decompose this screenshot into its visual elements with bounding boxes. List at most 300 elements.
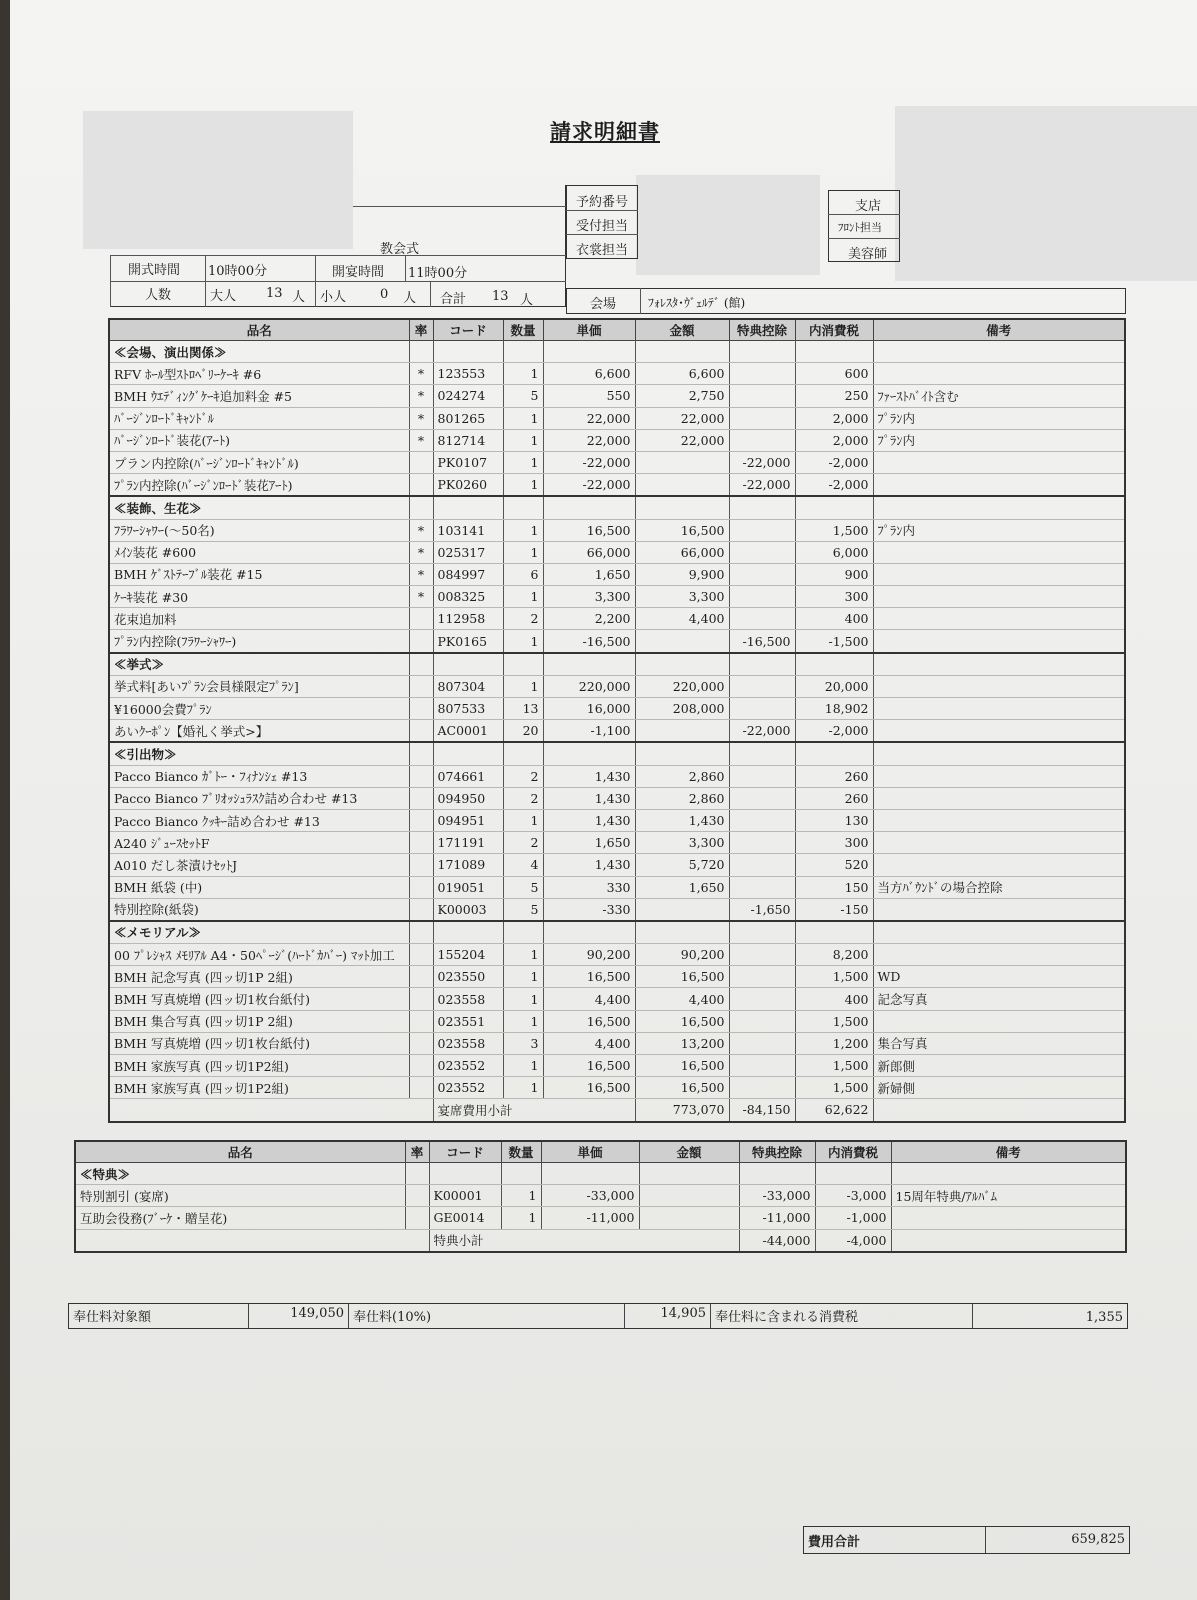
unit-price-cell: -330 xyxy=(543,898,635,921)
unit-price-cell: 22,000 xyxy=(543,407,635,429)
benefit-deduction-cell xyxy=(729,809,795,831)
included-tax-cell: 20,000 xyxy=(795,675,873,697)
rate-cell xyxy=(409,675,433,697)
document-title: 請求明細書 xyxy=(550,119,660,144)
quantity-cell: 5 xyxy=(503,385,543,407)
redacted-block-center xyxy=(636,175,820,275)
quantity-cell: 1 xyxy=(503,944,543,966)
quantity-cell: 2 xyxy=(503,765,543,787)
item-name-cell: Pacco Bianco ｸｯｷｰ詰め合わせ #13 xyxy=(109,809,409,831)
remarks-cell: 新婦側 xyxy=(873,1077,1125,1099)
benefit-deduction-cell xyxy=(729,787,795,809)
section-header-row xyxy=(75,1163,1126,1185)
amount-cell xyxy=(639,1185,739,1207)
unit-price-cell: 22,000 xyxy=(543,429,635,451)
quantity-cell: 1 xyxy=(503,675,543,697)
item-name-cell: ¥16000会費ﾌﾟﾗﾝ xyxy=(109,698,409,720)
rate-cell xyxy=(409,1077,433,1099)
section-header-row xyxy=(109,341,1125,363)
unit-price-cell: 1,430 xyxy=(543,787,635,809)
quantity-cell: 1 xyxy=(503,586,543,608)
table-row xyxy=(109,854,1125,876)
item-name-cell: ﾒｲﾝ装花 #600 xyxy=(109,541,409,563)
remarks-cell xyxy=(873,787,1125,809)
column-header-code: コード xyxy=(433,319,503,341)
quantity-cell: 1 xyxy=(503,407,543,429)
unit-price-cell: 16,500 xyxy=(543,1010,635,1032)
venue-value: ﾌｫﾚｽﾀ･ｳﾞｪﾙﾃﾞ (館) xyxy=(648,296,746,310)
code-cell: 112958 xyxy=(433,608,503,630)
item-name-cell: あいｸｰﾎﾟﾝ【婚礼く挙式>】 xyxy=(109,720,409,743)
unit-price-cell: -16,500 xyxy=(543,630,635,653)
remarks-cell xyxy=(873,363,1125,385)
code-cell: 807304 xyxy=(433,675,503,697)
included-tax-cell: -150 xyxy=(795,898,873,921)
unit-price-cell: 1,430 xyxy=(543,854,635,876)
quantity-cell: 2 xyxy=(503,787,543,809)
remarks-cell: ﾌﾟﾗﾝ内 xyxy=(873,407,1125,429)
column-header-remarks: 備考 xyxy=(891,1141,1126,1163)
amount-cell: 66,000 xyxy=(635,541,729,563)
benefit-deduction-cell xyxy=(729,876,795,898)
code-cell: AC0001 xyxy=(433,720,503,743)
remarks-cell xyxy=(873,675,1125,697)
quantity-cell: 1 xyxy=(501,1207,541,1229)
table-row xyxy=(109,1032,1125,1054)
benefit-deduction-cell xyxy=(729,966,795,988)
invoice-sheet xyxy=(10,0,1197,1600)
benefits-subtotal-label: 特典小計 xyxy=(429,1229,739,1252)
amount-cell: 1,430 xyxy=(635,809,729,831)
included-tax-cell: 1,500 xyxy=(795,966,873,988)
quantity-cell: 1 xyxy=(503,451,543,473)
benefit-deduction-cell xyxy=(729,988,795,1010)
column-header-quantity: 数量 xyxy=(501,1141,541,1163)
rate-cell xyxy=(409,898,433,921)
total-people-label: 合計 xyxy=(440,292,467,307)
rate-cell xyxy=(409,966,433,988)
grand-total-row xyxy=(803,1526,1130,1554)
quantity-cell: 1 xyxy=(503,429,543,451)
total-people-count: 13 xyxy=(492,289,509,304)
remarks-cell: ﾌﾟﾗﾝ内 xyxy=(873,429,1125,451)
code-cell: PK0107 xyxy=(433,451,503,473)
code-cell: 019051 xyxy=(433,876,503,898)
amount-cell: 5,720 xyxy=(635,854,729,876)
table-row xyxy=(75,1185,1126,1207)
code-cell: 812714 xyxy=(433,429,503,451)
remarks-cell xyxy=(873,809,1125,831)
branch-label: 支店 xyxy=(855,199,882,214)
table-row xyxy=(109,720,1125,743)
section-title: ≪メモリアル≫ xyxy=(109,921,409,944)
unit-price-cell: 16,500 xyxy=(543,1055,635,1077)
code-cell: 171089 xyxy=(433,854,503,876)
amount-cell: 16,500 xyxy=(635,1055,729,1077)
column-header-unit-price: 単価 xyxy=(543,319,635,341)
benefits-subtotal-tax: -4,000 xyxy=(815,1229,891,1252)
item-name-cell: 特別控除(紙袋) xyxy=(109,898,409,921)
benefit-deduction-cell: -11,000 xyxy=(739,1207,815,1229)
benefit-deduction-cell xyxy=(729,854,795,876)
amount-cell: 2,750 xyxy=(635,385,729,407)
remarks-cell xyxy=(873,944,1125,966)
remarks-cell xyxy=(873,765,1125,787)
rate-cell: * xyxy=(409,541,433,563)
amount-cell: 22,000 xyxy=(635,429,729,451)
remarks-cell: WD xyxy=(873,966,1125,988)
remarks-cell xyxy=(873,1010,1125,1032)
column-header-rate: 率 xyxy=(409,319,433,341)
remarks-cell xyxy=(873,541,1125,563)
remarks-cell xyxy=(873,698,1125,720)
rate-cell xyxy=(409,988,433,1010)
table-row xyxy=(109,608,1125,630)
included-tax-cell: 6,000 xyxy=(795,541,873,563)
benefit-deduction-cell xyxy=(729,675,795,697)
included-tax-cell: 400 xyxy=(795,988,873,1010)
grand-total-value: 659,825 xyxy=(1071,1532,1125,1547)
subtotal-tax: 62,622 xyxy=(795,1099,873,1122)
section-header-row xyxy=(109,921,1125,944)
people-label: 人数 xyxy=(145,288,172,303)
quantity-cell: 1 xyxy=(503,630,543,653)
item-name-cell: BMH 紙袋 (中) xyxy=(109,876,409,898)
code-cell: GE0014 xyxy=(429,1207,501,1229)
column-header-code: コード xyxy=(429,1141,501,1163)
rate-cell: * xyxy=(409,519,433,541)
benefits-table xyxy=(74,1140,1127,1253)
amount-cell: 16,500 xyxy=(635,519,729,541)
party-time: 11時00分 xyxy=(408,266,468,281)
ceremony-type: 教会式 xyxy=(380,242,420,257)
redacted-block-right xyxy=(895,106,1197,281)
benefit-deduction-cell xyxy=(729,1055,795,1077)
quantity-cell: 5 xyxy=(503,898,543,921)
benefit-deduction-cell xyxy=(729,407,795,429)
code-cell: 155204 xyxy=(433,944,503,966)
code-cell: 025317 xyxy=(433,541,503,563)
rate-cell xyxy=(409,698,433,720)
adult-label: 大人 xyxy=(210,289,237,304)
rate-cell xyxy=(409,876,433,898)
code-cell: K00001 xyxy=(429,1185,501,1207)
table-row xyxy=(109,1077,1125,1099)
start-time-label: 開式時間 xyxy=(128,263,181,278)
service-target-value: 149,050 xyxy=(249,1304,349,1328)
remarks-cell: ﾌｧｰｽﾄﾊﾞｲﾄ含む xyxy=(873,385,1125,407)
code-cell: 807533 xyxy=(433,698,503,720)
included-tax-cell: 400 xyxy=(795,608,873,630)
section-header-row xyxy=(109,653,1125,676)
table-row xyxy=(109,429,1125,451)
section-header-row xyxy=(109,496,1125,519)
item-name-cell: ﾊﾞｰｼﾞﾝﾛｰﾄﾞｷｬﾝﾄﾞﾙ xyxy=(109,407,409,429)
remarks-cell: 集合写真 xyxy=(873,1032,1125,1054)
quantity-cell: 1 xyxy=(503,1010,543,1032)
rate-cell xyxy=(409,832,433,854)
rate-cell: * xyxy=(409,385,433,407)
amount-cell xyxy=(635,451,729,473)
amount-cell: 1,650 xyxy=(635,876,729,898)
remarks-cell: 当方ﾊﾞｳﾝﾄﾞの場合控除 xyxy=(873,876,1125,898)
amount-cell: 3,300 xyxy=(635,586,729,608)
unit-price-cell: 16,000 xyxy=(543,698,635,720)
included-tax-cell: 8,200 xyxy=(795,944,873,966)
table-row xyxy=(109,832,1125,854)
included-tax-cell: 2,000 xyxy=(795,429,873,451)
item-name-cell: 00 ﾌﾟﾚｼｬｽ ﾒﾓﾘｱﾙ A4・50ﾍﾟｰｼﾞ(ﾊｰﾄﾞｶﾊﾞｰ) ﾏｯﾄ加工 xyxy=(109,944,409,966)
total-people-unit: 人 xyxy=(520,293,534,308)
table-row xyxy=(109,1055,1125,1077)
column-header-remarks: 備考 xyxy=(873,319,1125,341)
rate-cell xyxy=(409,944,433,966)
code-cell: 801265 xyxy=(433,407,503,429)
remarks-cell xyxy=(873,451,1125,473)
included-tax-cell: 2,000 xyxy=(795,407,873,429)
item-name-cell: BMH 写真焼増 (四ッ切1枚台紙付) xyxy=(109,1032,409,1054)
items-table xyxy=(108,318,1126,1123)
included-tax-cell: 300 xyxy=(795,586,873,608)
rate-cell xyxy=(409,451,433,473)
amount-cell: 3,300 xyxy=(635,832,729,854)
item-name-cell: A240 ｼﾞｭｰｽｾｯﾄF xyxy=(109,832,409,854)
benefit-deduction-cell xyxy=(729,1032,795,1054)
table-row xyxy=(109,944,1125,966)
column-header-amount: 金額 xyxy=(639,1141,739,1163)
amount-cell: 208,000 xyxy=(635,698,729,720)
quantity-cell: 1 xyxy=(503,363,543,385)
rate-cell xyxy=(409,608,433,630)
unit-price-cell: 3,300 xyxy=(543,586,635,608)
table-row xyxy=(109,898,1125,921)
column-header-quantity: 数量 xyxy=(503,319,543,341)
column-header-benefit-deduction: 特典控除 xyxy=(739,1141,815,1163)
benefit-deduction-cell: -33,000 xyxy=(739,1185,815,1207)
included-tax-cell: 1,500 xyxy=(795,1077,873,1099)
item-name-cell: BMH 写真焼増 (四ッ切1枚台紙付) xyxy=(109,988,409,1010)
remarks-cell xyxy=(873,608,1125,630)
included-tax-cell: 900 xyxy=(795,563,873,585)
adult-unit: 人 xyxy=(292,290,306,305)
service-fee-label: 奉仕料(10%) xyxy=(349,1304,625,1328)
venue-label: 会場 xyxy=(590,297,617,312)
table-row xyxy=(109,765,1125,787)
amount-cell: 2,860 xyxy=(635,787,729,809)
quantity-cell: 2 xyxy=(503,832,543,854)
quantity-cell: 13 xyxy=(503,698,543,720)
section-title: ≪挙式≫ xyxy=(109,653,409,676)
included-tax-cell: 1,500 xyxy=(795,1055,873,1077)
code-cell: 023550 xyxy=(433,966,503,988)
amount-cell xyxy=(639,1207,739,1229)
service-target-label: 奉仕料対象額 xyxy=(69,1304,249,1328)
amount-cell: 9,900 xyxy=(635,563,729,585)
costume-label: 衣裳担当 xyxy=(576,243,629,258)
item-name-cell: 花束追加料 xyxy=(109,608,409,630)
rate-cell xyxy=(409,809,433,831)
remarks-cell xyxy=(873,854,1125,876)
included-tax-cell: 1,500 xyxy=(795,519,873,541)
benefit-deduction-cell xyxy=(729,563,795,585)
included-tax-cell: -2,000 xyxy=(795,720,873,743)
benefit-deduction-cell xyxy=(729,1010,795,1032)
benefit-deduction-cell: -22,000 xyxy=(729,720,795,743)
quantity-cell: 5 xyxy=(503,876,543,898)
included-tax-cell: -1,500 xyxy=(795,630,873,653)
benefit-deduction-cell xyxy=(729,765,795,787)
rate-cell: * xyxy=(409,563,433,585)
item-name-cell: 特別割引 (宴席) xyxy=(75,1185,405,1207)
included-tax-cell: -2,000 xyxy=(795,474,873,497)
amount-cell: 16,500 xyxy=(635,1010,729,1032)
code-cell: 074661 xyxy=(433,765,503,787)
item-name-cell: Pacco Bianco ｶﾞﾄｰ・ﾌｨﾅﾝｼｪ #13 xyxy=(109,765,409,787)
unit-price-cell: -22,000 xyxy=(543,451,635,473)
unit-price-cell: 220,000 xyxy=(543,675,635,697)
table-row xyxy=(109,809,1125,831)
unit-price-cell: -22,000 xyxy=(543,474,635,497)
reception-label: 受付担当 xyxy=(576,219,629,234)
code-cell: 084997 xyxy=(433,563,503,585)
quantity-cell: 1 xyxy=(503,474,543,497)
table-row xyxy=(109,966,1125,988)
unit-price-cell: -11,000 xyxy=(541,1207,639,1229)
front-label: ﾌﾛﾝﾄ担当 xyxy=(838,221,882,234)
included-tax-cell: 130 xyxy=(795,809,873,831)
benefit-deduction-cell xyxy=(729,363,795,385)
header-row xyxy=(109,319,1125,341)
item-name-cell: BMH ｳｴﾃﾞｨﾝｸﾞｹｰｷ追加料金 #5 xyxy=(109,385,409,407)
item-name-cell: ﾊﾞｰｼﾞﾝﾛｰﾄﾞ装花(ｱｰﾄ) xyxy=(109,429,409,451)
table-row xyxy=(109,541,1125,563)
code-cell: 023552 xyxy=(433,1077,503,1099)
unit-price-cell: 4,400 xyxy=(543,1032,635,1054)
rate-cell xyxy=(405,1185,429,1207)
column-header-benefit-deduction: 特典控除 xyxy=(729,319,795,341)
unit-price-cell: 66,000 xyxy=(543,541,635,563)
remarks-cell: 新郎側 xyxy=(873,1055,1125,1077)
code-cell: K00003 xyxy=(433,898,503,921)
rate-cell xyxy=(409,720,433,743)
benefit-deduction-cell: -22,000 xyxy=(729,451,795,473)
item-name-cell: BMH 集合写真 (四ッ切1P 2組) xyxy=(109,1010,409,1032)
rate-cell xyxy=(409,765,433,787)
service-fee-value: 14,905 xyxy=(625,1304,711,1328)
included-tax-cell: -1,000 xyxy=(815,1207,891,1229)
benefit-deduction-cell: -1,650 xyxy=(729,898,795,921)
code-cell: 023552 xyxy=(433,1055,503,1077)
included-tax-cell: 300 xyxy=(795,832,873,854)
unit-price-cell: 550 xyxy=(543,385,635,407)
service-fee-row xyxy=(68,1303,1128,1329)
included-tax-cell: 600 xyxy=(795,363,873,385)
item-name-cell: BMH ｹﾞｽﾄﾃｰﾌﾞﾙ装花 #15 xyxy=(109,563,409,585)
column-header-included-tax: 内消費税 xyxy=(795,319,873,341)
reservation-label: 予約番号 xyxy=(576,195,629,210)
table-row xyxy=(109,630,1125,653)
grand-total-label: 費用合計 xyxy=(804,1527,986,1553)
rate-cell xyxy=(409,1032,433,1054)
benefit-deduction-cell xyxy=(729,385,795,407)
benefit-deduction-cell xyxy=(729,832,795,854)
included-tax-cell: 1,200 xyxy=(795,1032,873,1054)
remarks-cell xyxy=(891,1207,1126,1229)
remarks-cell xyxy=(873,586,1125,608)
included-tax-cell: -3,000 xyxy=(815,1185,891,1207)
remarks-cell xyxy=(873,832,1125,854)
code-cell: PK0165 xyxy=(433,630,503,653)
amount-cell xyxy=(635,474,729,497)
code-cell: 094950 xyxy=(433,787,503,809)
item-name-cell: BMH 家族写真 (四ッ切1P2組) xyxy=(109,1077,409,1099)
service-tax-label: 奉仕料に含まれる消費税 xyxy=(711,1304,973,1328)
benefits-subtotal-row xyxy=(75,1229,1126,1252)
party-time-label: 開宴時間 xyxy=(332,265,385,280)
column-header-unit-price: 単価 xyxy=(541,1141,639,1163)
section-title: ≪会場、演出関係≫ xyxy=(109,341,409,363)
table-row xyxy=(75,1207,1126,1229)
benefit-deduction-cell xyxy=(729,608,795,630)
table-row xyxy=(109,988,1125,1010)
unit-price-cell: 1,430 xyxy=(543,765,635,787)
rate-cell xyxy=(409,1055,433,1077)
amount-cell: 6,600 xyxy=(635,363,729,385)
subtotal-amount: 773,070 xyxy=(635,1099,729,1122)
table-row xyxy=(109,519,1125,541)
item-name-cell: ﾌﾟﾗﾝ内控除(ﾊﾞｰｼﾞﾝﾛｰﾄﾞ装花ｱｰﾄ) xyxy=(109,474,409,497)
child-unit: 人 xyxy=(403,291,417,306)
column-header-included-tax: 内消費税 xyxy=(815,1141,891,1163)
amount-cell: 4,400 xyxy=(635,608,729,630)
section-title: ≪引出物≫ xyxy=(109,742,409,765)
item-name-cell: RFV ﾎｰﾙ型ｽﾄﾛﾍﾞﾘｰｹｰｷ #6 xyxy=(109,363,409,385)
quantity-cell: 1 xyxy=(503,988,543,1010)
table-row xyxy=(109,474,1125,497)
unit-price-cell: 1,430 xyxy=(543,809,635,831)
unit-price-cell: 2,200 xyxy=(543,608,635,630)
column-header-rate: 率 xyxy=(405,1141,429,1163)
table-row xyxy=(109,787,1125,809)
unit-price-cell: 1,650 xyxy=(543,563,635,585)
rate-cell: * xyxy=(409,363,433,385)
amount-cell: 90,200 xyxy=(635,944,729,966)
included-tax-cell: 520 xyxy=(795,854,873,876)
table-row xyxy=(109,876,1125,898)
quantity-cell: 1 xyxy=(503,541,543,563)
item-name-cell: プラン内控除(ﾊﾞｰｼﾞﾝﾛｰﾄﾞｷｬﾝﾄﾞﾙ) xyxy=(109,451,409,473)
unit-price-cell: 330 xyxy=(543,876,635,898)
unit-price-cell: -1,100 xyxy=(543,720,635,743)
code-cell: PK0260 xyxy=(433,474,503,497)
code-cell: 023551 xyxy=(433,1010,503,1032)
section-header-row xyxy=(109,742,1125,765)
beautician-label: 美容師 xyxy=(848,247,888,262)
remarks-cell: 記念写真 xyxy=(873,988,1125,1010)
code-cell: 024274 xyxy=(433,385,503,407)
benefit-deduction-cell xyxy=(729,429,795,451)
rate-cell xyxy=(405,1207,429,1229)
amount-cell xyxy=(635,720,729,743)
item-name-cell: Pacco Bianco ﾌﾞﾘｵｯｼｭﾗｽｸ詰め合わせ #13 xyxy=(109,787,409,809)
section-title: ≪特典≫ xyxy=(75,1163,405,1185)
included-tax-cell: 1,500 xyxy=(795,1010,873,1032)
table-row xyxy=(109,563,1125,585)
table-row xyxy=(109,385,1125,407)
rate-cell: * xyxy=(409,586,433,608)
amount-cell: 22,000 xyxy=(635,407,729,429)
included-tax-cell: 18,902 xyxy=(795,698,873,720)
